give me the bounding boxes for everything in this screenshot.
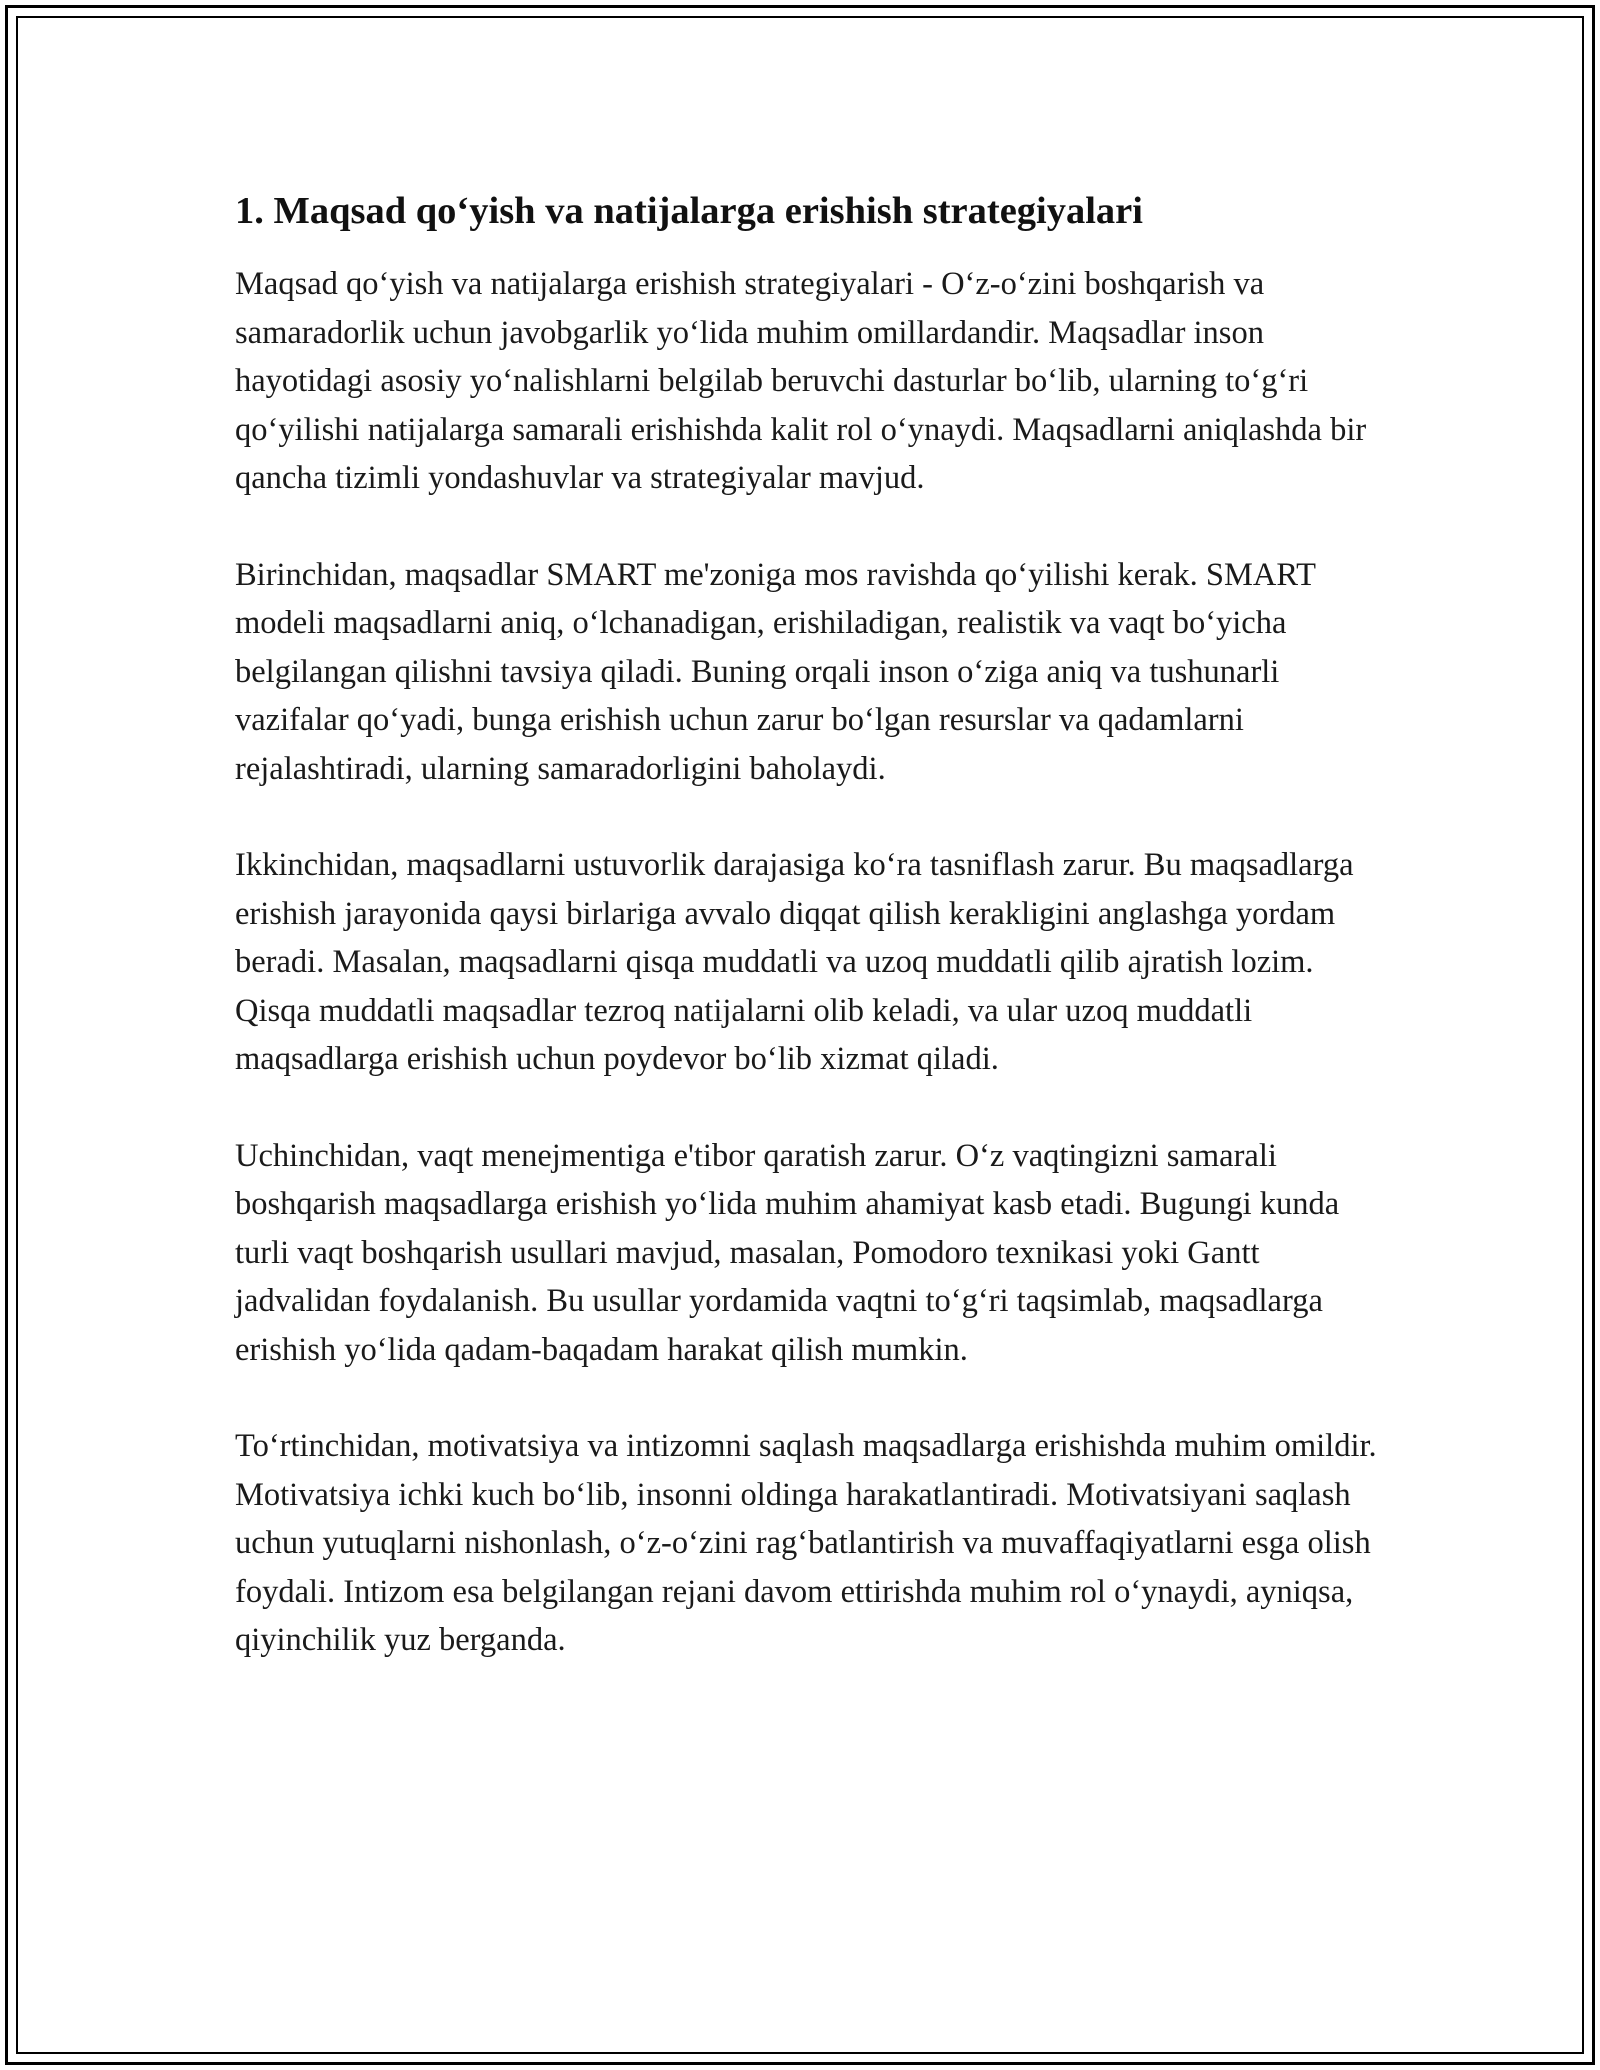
paragraph-third: Uchinchidan, vaqt menejmentiga e'tibor qaratish zarur. O‘z vaqtingizni samarali boshqarish maqsadlarga erishish yo‘lida muhim ahamiyat kasb etadi. Bugungi kunda turli vaqt boshqarish usullari mavjud, masalan, Pomodoro texnikasi yoki Gantt jadvalidan foydalanish. Bu usullar yordamida vaqtni to‘g‘ri taqsimlab, maqsadlarga erishish yo‘lida qadam-baqadam harakat qilish mumkin. [235,1137,1340,1368]
paragraph-intro: Maqsad qo‘yish va natijalarga erishish strategiyalari - O‘z-o‘zini boshqarish va samaradorlik uchun javobgarlik yo‘lida muhim omillardandir. Maqsadlar inson hayotidagi asosiy yo‘nalishlarni belgilab beruvchi dasturlar bo‘lib, ularning to‘g‘ri qo‘yilishi natijalarga samarali erishishda kalit rol o‘ynaydi. Maqsadlarni aniqlashda bir qancha tizimli yondashuvlar va strategiyalar mavjud. [235,266,1367,497]
document-body [235,188,1380,1665]
section-heading: 1. Maqsad qo‘yish va natijalarga erishish strategiyalari [235,190,1143,232]
paragraph-first: Birinchidan, maqsadlar SMART me'zoniga mos ravishda qo‘yilishi kerak. SMART modeli maqsadlarni aniq, o‘lchanadigan, erishiladigan, realistik va vaqt bo‘yicha belgilangan qilishni tavsiya qiladi. Buning orqali inson o‘ziga aniq va tushunarli vazifalar qo‘yadi, bunga erishish uchun zarur bo‘lgan resurslar va qadamlarni rejalashtiradi, ularning samaradorligini baholaydi. [235,556,1316,787]
paragraph-fourth: To‘rtinchidan, motivatsiya va intizomni saqlash maqsadlarga erishishda muhim omildir. Motivatsiya ichki kuch bo‘lib, insonni oldinga harakatlantiradi. Motivatsiyani saqlash uchun yutuqlarni nishonlash, o‘z-o‘zini rag‘batlantirish va muvaffaqiyatlarni esga olish foydali. Intizom esa belgilangan rejani davom ettirishda muhim rol o‘ynaydi, ayniqsa, qiyinchilik yuz berganda. [235,1428,1377,1659]
paragraph-second: Ikkinchidan, maqsadlarni ustuvorlik darajasiga ko‘ra tasniflash zarur. Bu maqsadlarga erishish jarayonida qaysi birlariga avvalo diqqat qilish kerakligini anglashga yordam beradi. Masalan, maqsadlarni qisqa muddatli va uzoq muddatli qilib ajratish lozim. Qisqa muddatli maqsadlar tezroq natijalarni olib keladi, va ular uzoq muddatli maqsadlarga erishish uchun poydevor bo‘lib xizmat qiladi. [235,847,1354,1078]
